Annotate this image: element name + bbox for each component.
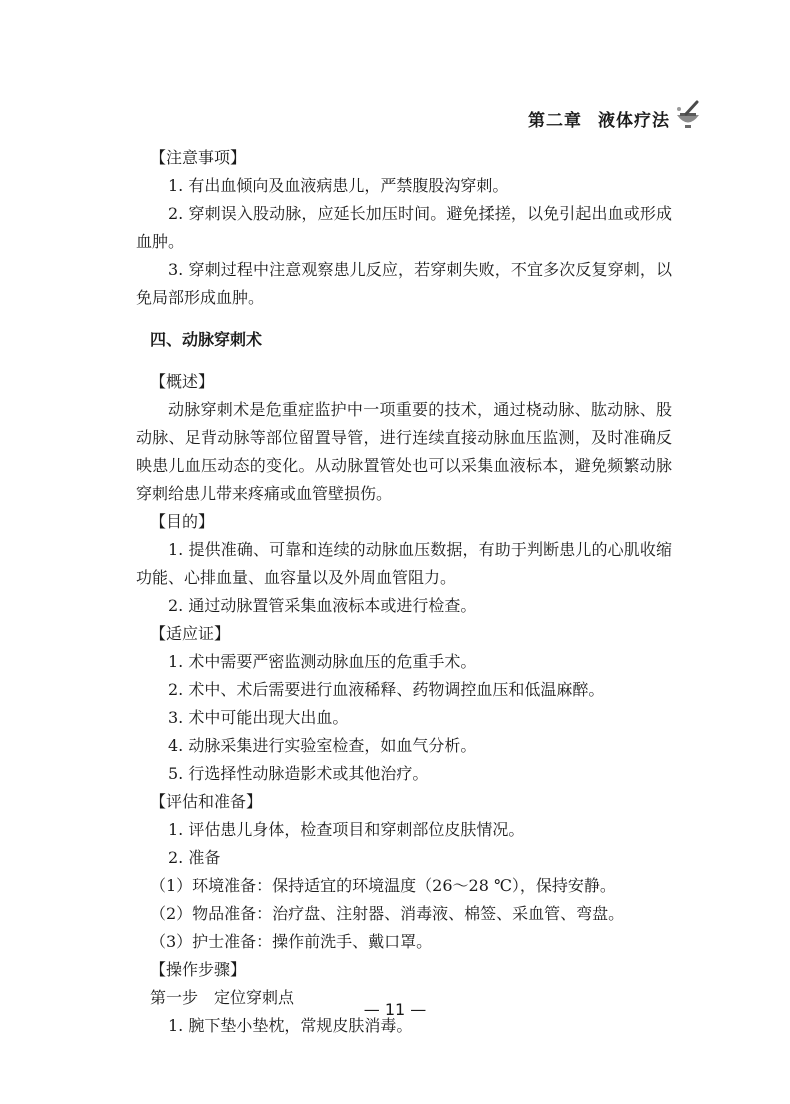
assessment-heading: 【评估和准备】 [150, 792, 263, 811]
assessment-item-1: 1. 评估患儿身体，检查项目和穿刺部位皮肤情况。 [168, 820, 525, 839]
chapter-title: 液体疗法 [598, 111, 670, 131]
indication-item-2: 2. 术中、术后需要进行血液稀释、药物调控血压和低温麻醉。 [168, 680, 605, 699]
procedure-item-1: 1. 腕下垫小垫枕，常规皮肤消毒。 [168, 1016, 413, 1035]
overview-text: 动脉穿刺术是危重症监护中一项重要的技术，通过桡动脉、肱动脉、股动脉、足背动脉等部位留置导管，进行连续直接动脉血压监测，及时准确反映患儿血压动态的变化。从动脉置管处也可以采集血液标本，避免频繁动脉穿刺给患儿带来疼痛或血管壁损伤。 [136, 400, 672, 503]
assessment-item-5: （3）护士准备：操作前洗手、戴口罩。 [150, 932, 433, 951]
purpose-item-2: 2. 通过动脉置管采集血液标本或进行检查。 [168, 596, 477, 615]
indication-item-4: 4. 动脉采集进行实验室检查，如血气分析。 [168, 736, 477, 755]
purpose-item-1: 1. 提供准确、可靠和连续的动脉血压数据，有助于判断患儿的心肌收缩功能、心排血量、血容量以及外周血管阻力。 [136, 540, 672, 587]
procedure-heading: 【操作步骤】 [150, 960, 247, 979]
page-body [136, 144, 672, 1040]
procedure-step-title: 第一步 定位穿刺点 [150, 988, 295, 1007]
notes-heading: 【注意事项】 [150, 148, 247, 167]
indications-heading: 【适应证】 [150, 624, 231, 643]
notes-item-2: 2. 穿刺误入股动脉，应延长加压时间。避免揉搓，以免引起出血或形成血肿。 [136, 204, 672, 251]
mortar-pestle-icon [674, 100, 702, 130]
notes-item-1: 1. 有出血倾向及血液病患儿，严禁腹股沟穿刺。 [168, 176, 509, 195]
section-title: 四、动脉穿刺术 [150, 330, 263, 349]
assessment-item-2: 2. 准备 [168, 848, 221, 867]
chapter-number: 第二章 [528, 111, 582, 131]
assessment-item-3: （1）环境准备：保持适宜的环境温度（26～28 ℃），保持安静。 [150, 876, 616, 895]
running-header [528, 106, 670, 131]
indication-item-1: 1. 术中需要严密监测动脉血压的危重手术。 [168, 652, 477, 671]
overview-heading: 【概述】 [150, 372, 215, 391]
indication-item-3: 3. 术中可能出现大出血。 [168, 708, 349, 727]
assessment-item-4: （2）物品准备：治疗盘、注射器、消毒液、棉签、采血管、弯盘。 [150, 904, 625, 923]
page-number: — 11 — [363, 1000, 427, 1019]
indication-item-5: 5. 行选择性动脉造影术或其他治疗。 [168, 764, 429, 783]
purpose-heading: 【目的】 [150, 512, 215, 531]
notes-item-3: 3. 穿刺过程中注意观察患儿反应，若穿刺失败，不宜多次反复穿刺，以免局部形成血肿。 [136, 260, 672, 307]
